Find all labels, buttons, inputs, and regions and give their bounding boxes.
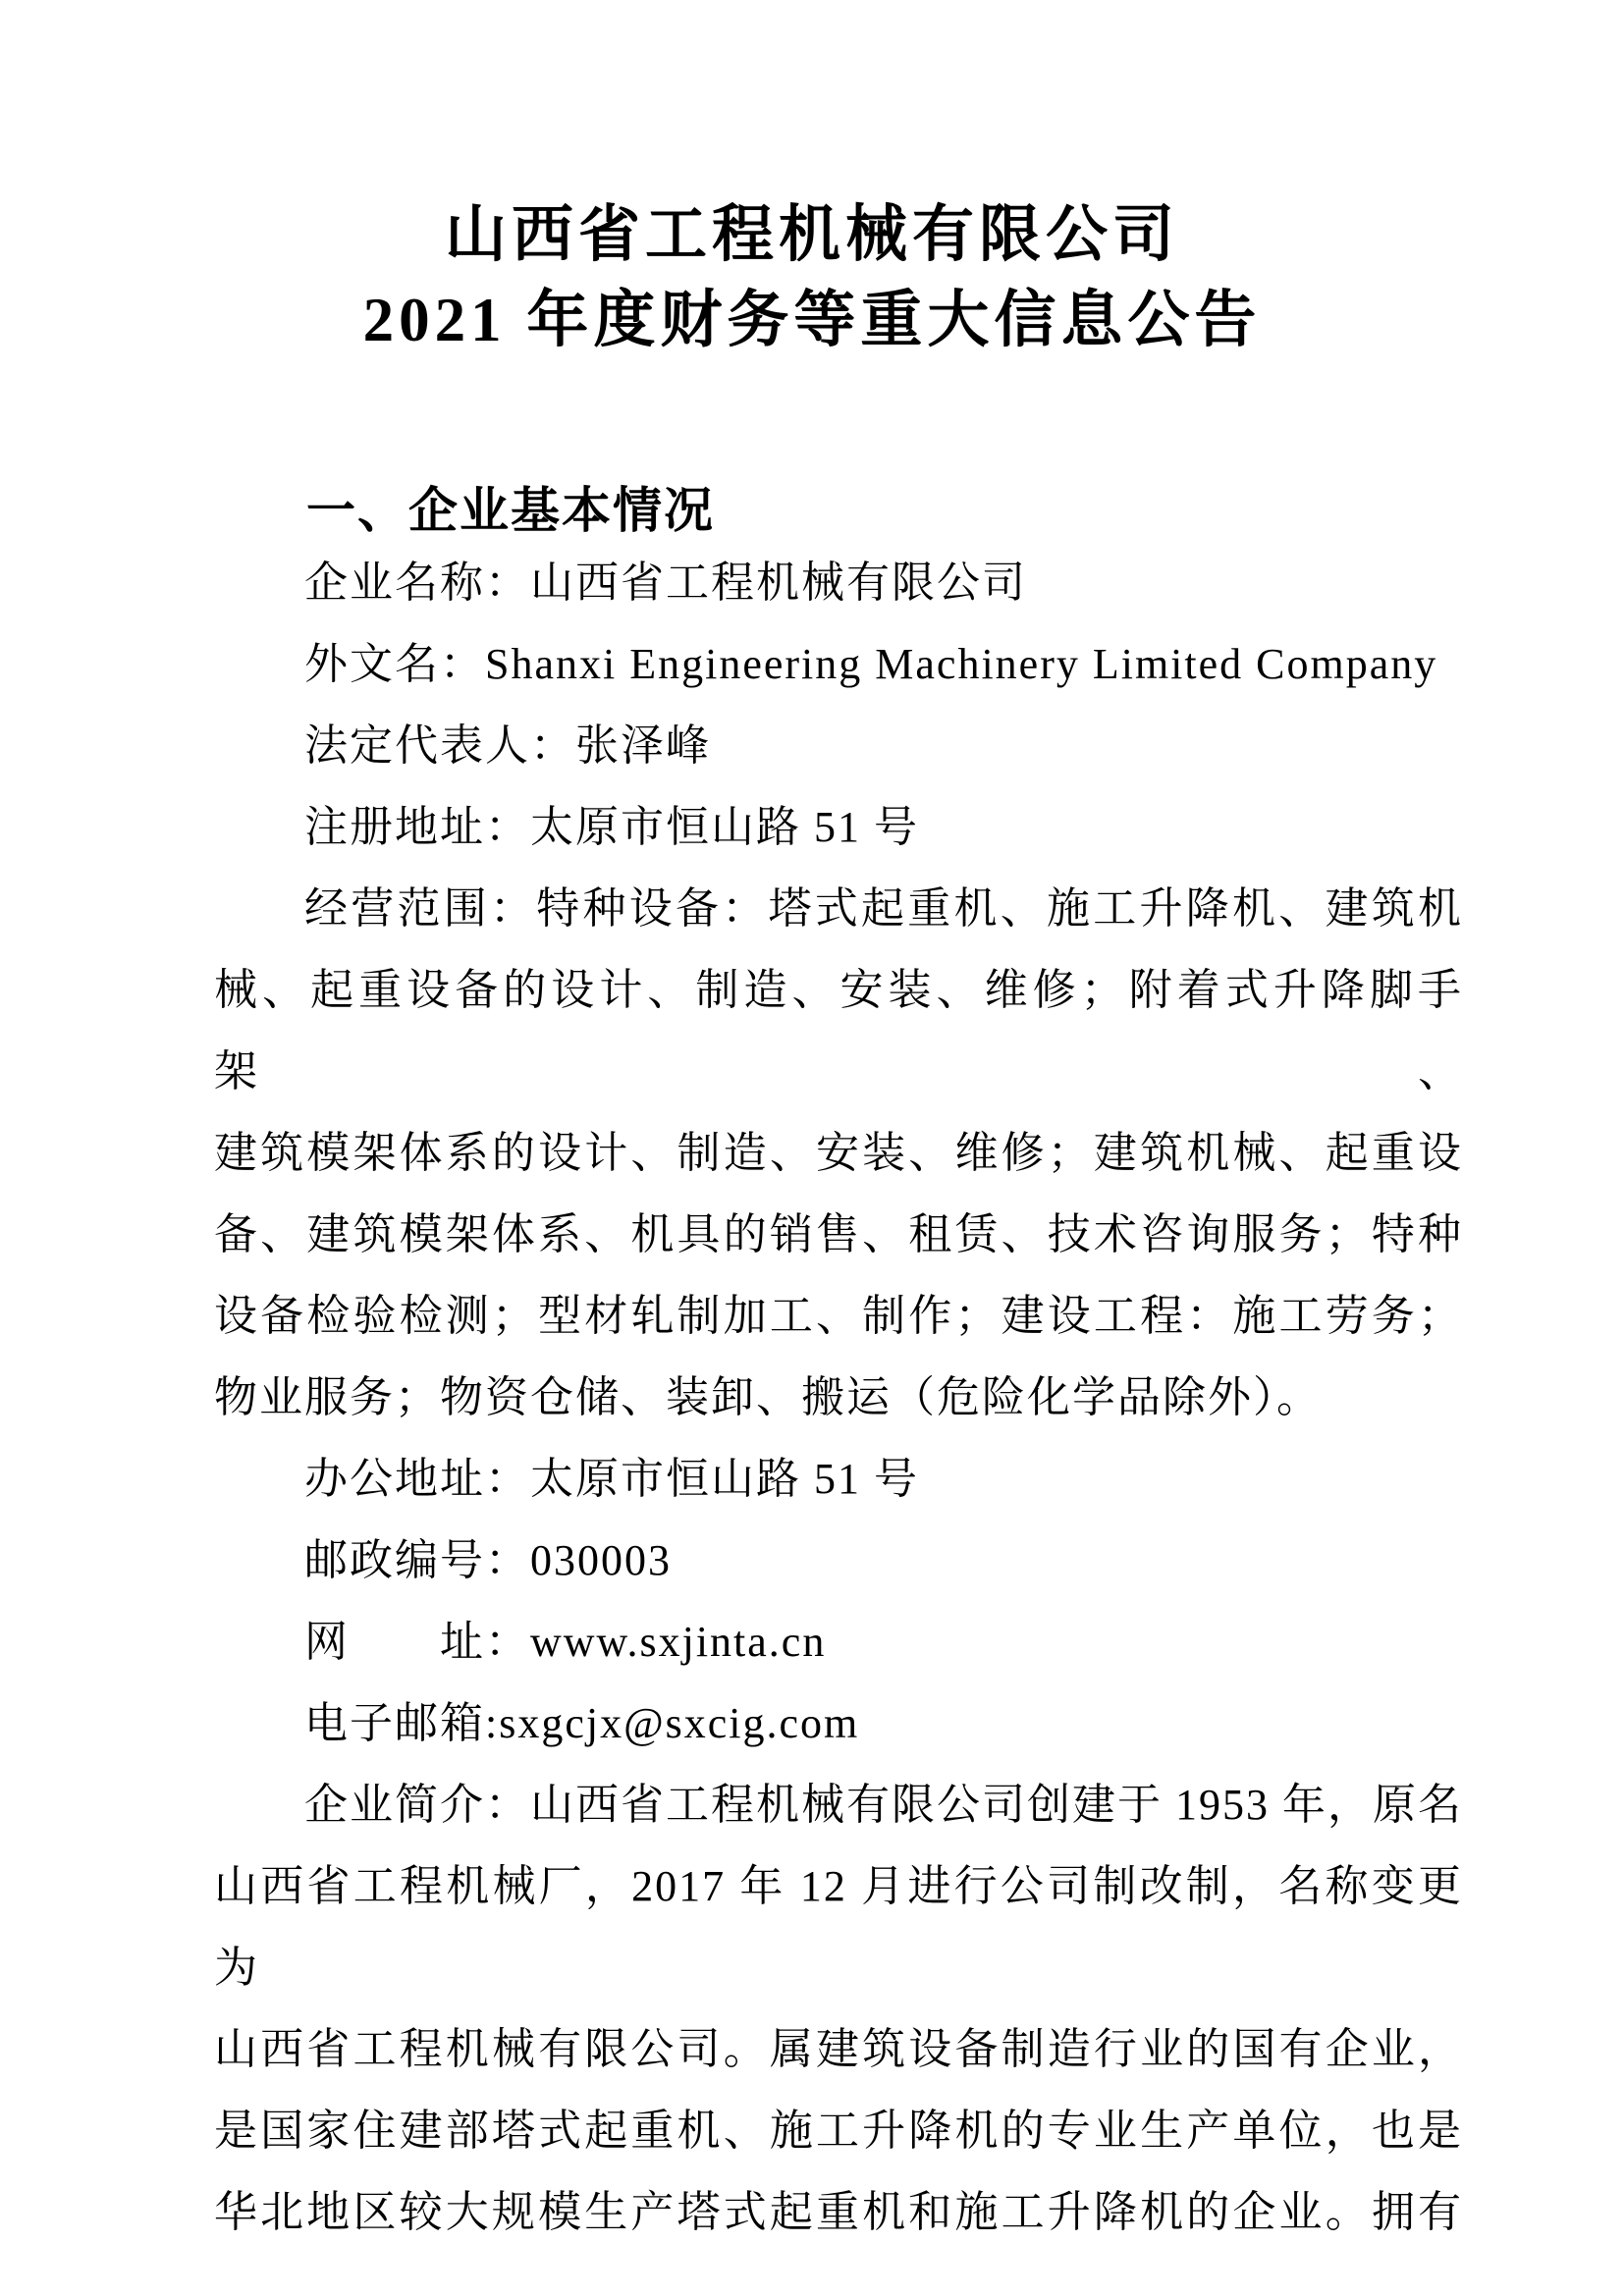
title-line-2: 2021 年度财务等重大信息公告: [362, 286, 1262, 354]
document-title: [0, 0, 1624, 363]
document-body: [0, 542, 1624, 2253]
section-heading: 一、企业基本情况: [306, 483, 715, 538]
title-line-1: 山西省工程机械有限公司: [445, 200, 1179, 269]
body-line-email: 电子邮箱:sxgcjx@sxcig.com: [304, 1699, 860, 1747]
body-line-enterprise-name: 企业名称：山西省工程机械有限公司: [304, 559, 1027, 607]
body-line-profile-3: 山西省工程机械有限公司。属建筑设备制造行业的国有企业，: [214, 2025, 1463, 2073]
body-line-foreign-name: 外文名：Shanxi Engineering Machinery Limited Company: [304, 640, 1438, 688]
body-line-office-address: 办公地址：太原市恒山路 51 号: [304, 1455, 919, 1503]
body-line-business-scope-6: 物业服务；物资仓储、装卸、搬运（危险化学品除外）。: [214, 1373, 1322, 1421]
body-line-registered-address: 注册地址：太原市恒山路 51 号: [304, 803, 919, 851]
body-line-profile-2: 山西省工程机械厂，2017 年 12 月进行公司制改制，名称变更为: [214, 1862, 1463, 1992]
body-line-postal-code: 邮政编号：030003: [304, 1536, 672, 1584]
body-line-profile-4: 是国家住建部塔式起重机、施工升降机的专业生产单位，也是: [214, 2107, 1463, 2155]
body-line-website: 网 址：www.sxjinta.cn: [304, 1618, 827, 1666]
body-line-profile-1: 企业简介：山西省工程机械有限公司创建于 1953 年，原名: [304, 1781, 1463, 1829]
body-line-business-scope-1: 经营范围：特种设备：塔式起重机、施工升降机、建筑机: [304, 884, 1463, 933]
body-line-business-scope-2: 械、起重设备的设计、制造、安装、维修；附着式升降脚手架、: [214, 966, 1463, 1095]
body-line-business-scope-3: 建筑模架体系的设计、制造、安装、维修；建筑机械、起重设: [214, 1129, 1463, 1177]
body-line-business-scope-4: 备、建筑模架体系、机具的销售、租赁、技术咨询服务；特种: [214, 1210, 1463, 1258]
body-line-legal-representative: 法定代表人：张泽峰: [304, 721, 711, 770]
body-line-profile-5: 华北地区较大规模生产塔式起重机和施工升降机的企业。拥有: [214, 2188, 1463, 2236]
body-line-business-scope-5: 设备检验检测；型材轧制加工、制作；建设工程：施工劳务；: [214, 1292, 1463, 1340]
